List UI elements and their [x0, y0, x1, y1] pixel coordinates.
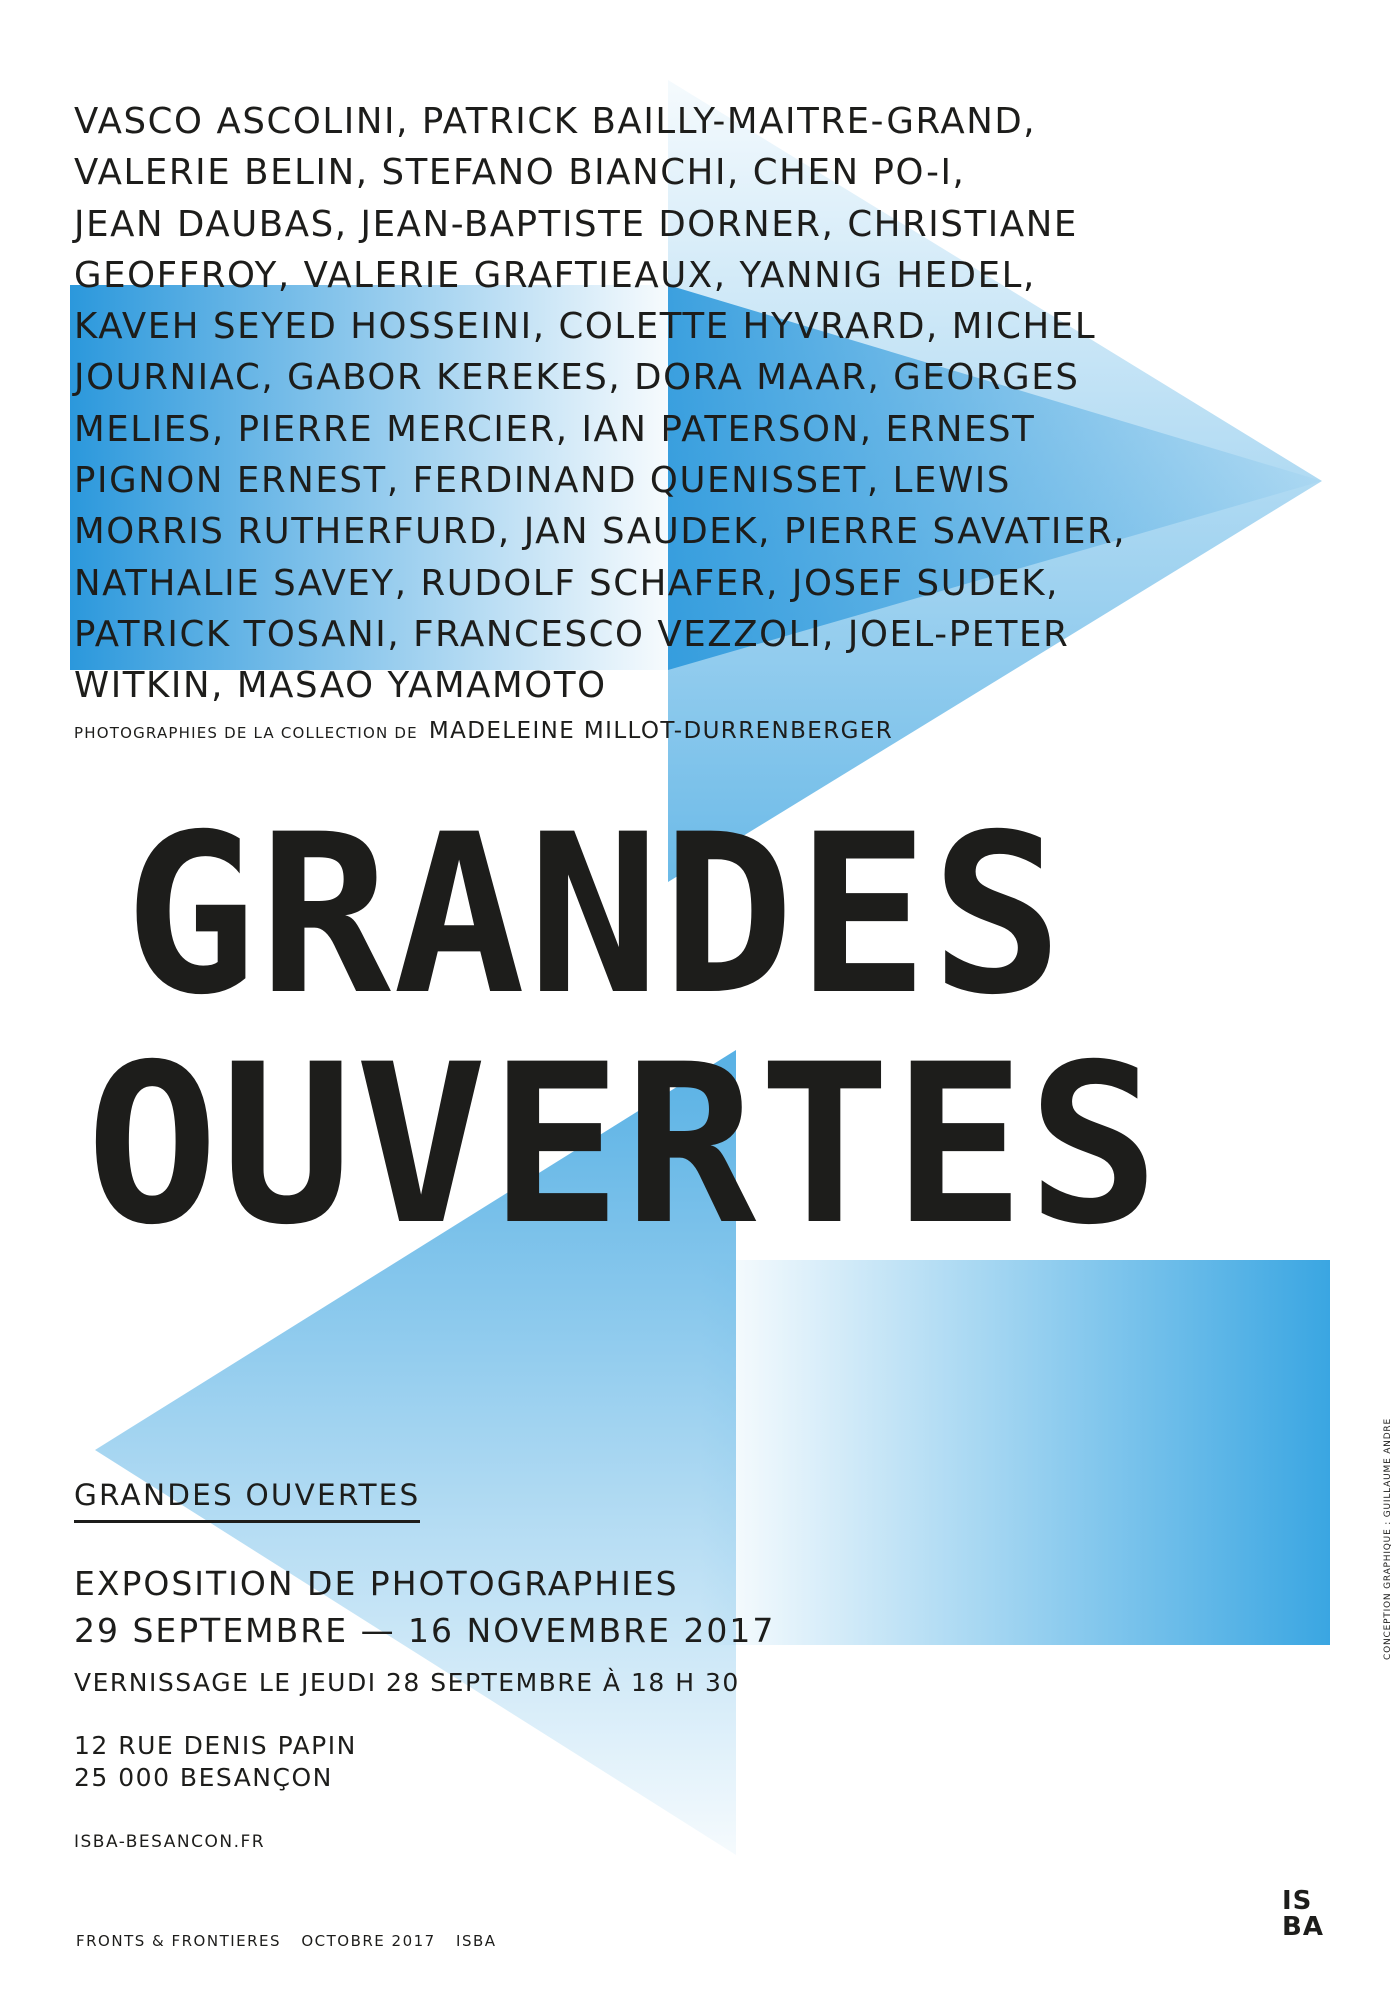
exhibition-dates: 29 SEPTEMBRE — 16 NOVEMBRE 2017 — [74, 1611, 776, 1650]
artist-line: MELIES, PIERRE MERCIER, IAN PATERSON, ERNEST — [74, 408, 1036, 450]
artist-line: VASCO ASCOLINI, PATRICK BAILLY-MAITRE-GRAND, — [74, 101, 1037, 142]
website-link[interactable]: ISBA-BESANCON.FR — [74, 1832, 266, 1852]
headline-line-2: OUVERTES — [86, 1017, 1162, 1273]
footer-series: FRONTS & FRONTIERES — [76, 1932, 282, 1950]
exhibition-details — [74, 1560, 775, 1654]
artist-line: GEOFFROY, VALERIE GRAFTIEAUX, YANNIG HEDEL, — [74, 254, 1036, 296]
artist-line: PATRICK TOSANI, FRANCESCO VEZZOLI, JOEL-PETER — [74, 613, 1070, 655]
exhibition-title: GRANDES OUVERTES — [74, 1478, 420, 1523]
collector-name: MADELEINE MILLOT-DURRENBERGER — [428, 718, 894, 744]
collection-credit — [74, 718, 893, 744]
headline-line-1: GRANDES — [124, 787, 1066, 1043]
artist-line: PIGNON ERNEST, FERDINAND QUENISSET, LEWIS — [74, 460, 1011, 502]
logo-bottom: BA — [1282, 1912, 1324, 1942]
artist-line: JOURNIAC, GABOR KEREKES, DORA MAAR, GEORGES — [74, 357, 1080, 399]
logo-top: IS — [1282, 1886, 1313, 1916]
artist-line: JEAN DAUBAS, JEAN-BAPTISTE DORNER, CHRISTIANE — [74, 203, 1078, 245]
vernissage-info: VERNISSAGE LE JEUDI 28 SEPTEMBRE À 18 H 30 — [74, 1668, 740, 1697]
artist-line: MORRIS RUTHERFURD, JAN SAUDEK, PIERRE SAVATIER, — [74, 511, 1127, 553]
footer-org: ISBA — [456, 1932, 497, 1950]
exhibition-type: EXPOSITION DE PHOTOGRAPHIES — [74, 1564, 679, 1603]
artist-list — [74, 96, 1134, 712]
isba-logo — [1282, 1888, 1328, 1940]
footer — [76, 1932, 511, 1950]
address-street: 12 RUE DENIS PAPIN — [74, 1731, 357, 1760]
headline — [86, 787, 1304, 1273]
artist-line: WITKIN, MASAO YAMAMOTO — [74, 665, 607, 707]
design-credit: CONCEPTION GRAPHIQUE : GUILLAUME ANDRE — [1383, 1418, 1393, 1660]
collection-prefix: PHOTOGRAPHIES DE LA COLLECTION DE — [74, 724, 418, 742]
artist-line: VALERIE BELIN, STEFANO BIANCHI, CHEN PO-I, — [74, 152, 966, 194]
address — [74, 1730, 357, 1794]
address-city: 25 000 BESANÇON — [74, 1763, 333, 1792]
artist-line: NATHALIE SAVEY, RUDOLF SCHAFER, JOSEF SUDEK, — [74, 562, 1060, 604]
footer-date: OCTOBRE 2017 — [301, 1932, 436, 1950]
artist-line: KAVEH SEYED HOSSEINI, COLETTE HYVRARD, MICHEL — [74, 306, 1097, 348]
